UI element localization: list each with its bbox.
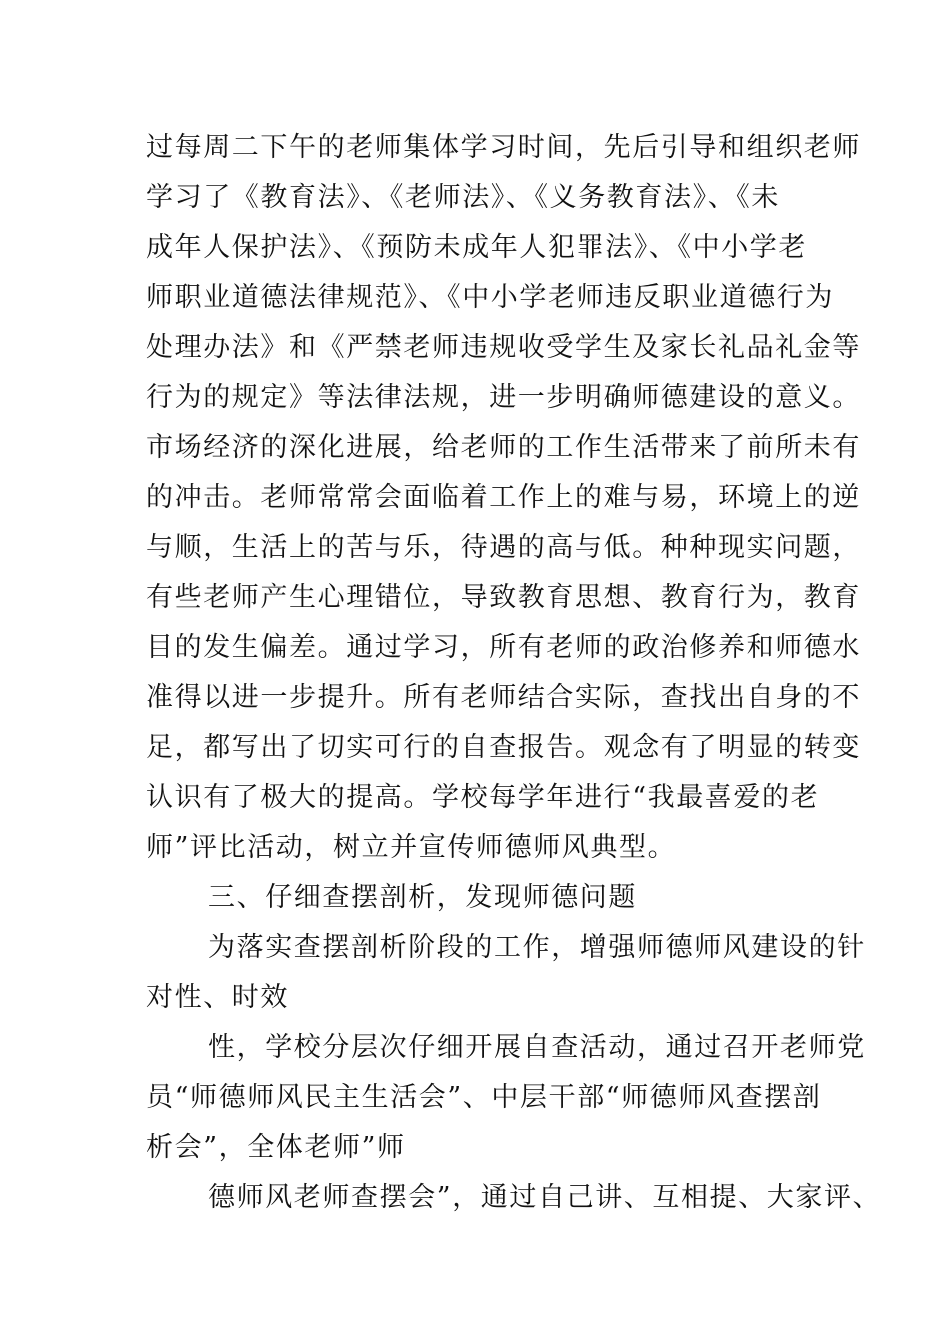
body-text-line: 市场经济的深化进展，给老师的工作生活带来了前所未有 [146, 432, 861, 463]
body-text-line: 处理办法》和《严禁老师违规收受学生及家长礼品礼金等 [146, 332, 861, 363]
body-text-line: 师”评比活动，树立并宣传师德师风典型。 [146, 832, 677, 863]
body-text-line: 为落实查摆剖析阶段的工作，增强师德师风建设的针 [208, 932, 866, 963]
body-text-line: 过每周二下午的老师集体学习时间，先后引导和组织老师 [146, 132, 861, 163]
body-text-line: 有些老师产生心理错位，导致教育思想、教育行为，教育 [146, 582, 861, 613]
body-text-line: 性，学校分层次仔细开展自查活动，通过召开老师党 [208, 1032, 866, 1063]
body-text-line: 足，都写出了切实可行的自查报告。观念有了明显的转变 [146, 732, 861, 763]
body-text-line: 师职业道德法律规范》、《中小学老师违反职业道德行为 [146, 282, 834, 313]
body-text-line: 目的发生偏差。通过学习，所有老师的政治修养和师德水 [146, 632, 861, 663]
section-heading: 三、仔细查摆剖析，发现师德问题 [208, 882, 637, 913]
body-text-line: 德师风老师查摆会”，通过自己讲、互相提、大家评、 [208, 1182, 882, 1213]
body-text-line: 员“师德师风民主生活会”、中层干部“师德师风查摆剖 [146, 1082, 822, 1113]
body-text-line: 成年人保护法》、《预防未成年人犯罪法》、《中小学老 [146, 232, 807, 263]
body-text-line: 的冲击。老师常常会面临着工作上的难与易，环境上的逆 [146, 482, 861, 513]
body-text-line: 对性、时效 [146, 982, 289, 1013]
body-text-line: 准得以进一步提升。所有老师结合实际，查找出自身的不 [146, 682, 861, 713]
body-text-line: 认识有了极大的提高。学校每学年进行“我最喜爱的老 [146, 782, 820, 813]
body-text-line: 析会”，全体老师”师 [146, 1132, 406, 1163]
body-text-line: 与顺，生活上的苦与乐，待遇的高与低。种种现实问题， [146, 532, 861, 563]
body-text-line: 行为的规定》等法律法规，进一步明确师德建设的意义。 [146, 382, 861, 413]
body-text-line: 学习了《教育法》、《老师法》、《义务教育法》、《未 [146, 182, 780, 213]
